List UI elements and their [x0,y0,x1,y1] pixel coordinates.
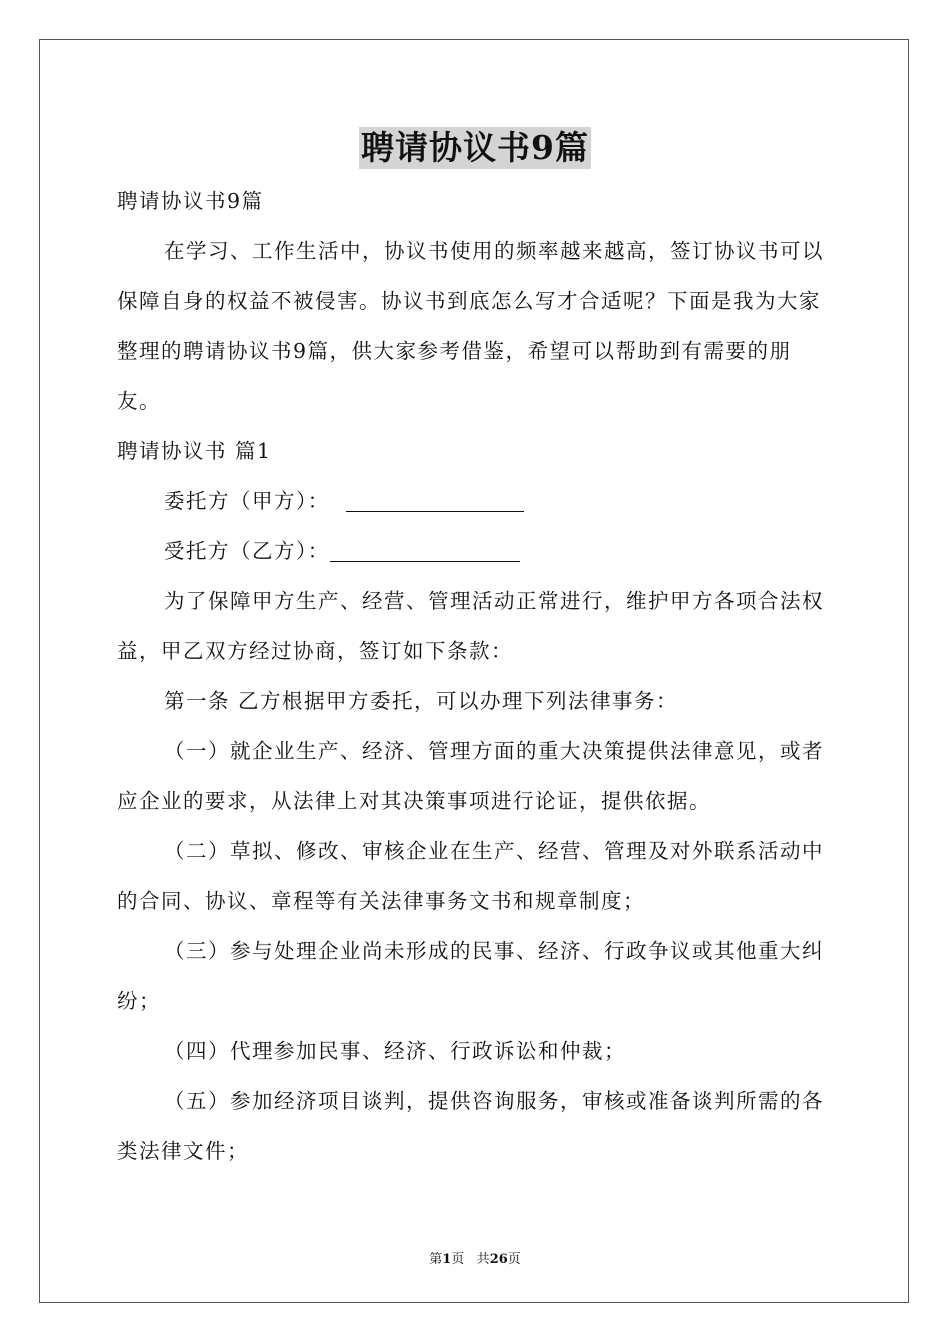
page-suffix: 页 [451,1252,465,1267]
document-title: 聘请协议书9篇 [361,128,589,167]
document-body [117,176,833,1176]
party-b-blank [330,539,520,562]
item-5: （五）参加经济项目谈判，提供咨询服务，审核或准备谈判所需的各类法律文件； [117,1089,824,1163]
title-container [0,127,950,169]
total-suffix: 页 [507,1252,521,1267]
total-prefix: 共 [476,1252,490,1267]
item-2: （二）草拟、修改、审核企业在生产、经营、管理及对外联系活动中的合同、协议、章程等有关法律事务文书和规章制度； [117,839,824,913]
item-4: （四）代理参加民事、经济、行政诉讼和仲裁； [164,1039,626,1063]
page-footer [0,1248,950,1267]
party-a-line [117,476,833,526]
paragraph-1: 为了保障甲方生产、经营、管理活动正常进行，维护甲方各项合法权益，甲乙双方经过协商，签订如下条款： [117,589,824,663]
party-a-blank [346,489,524,512]
intro-paragraph: 在学习、工作生活中，协议书使用的频率越来越高，签订协议书可以保障自身的权益不被侵害。协议书到底怎么写才合适呢？下面是我为大家整理的聘请协议书9篇，供大家参考借鉴，希望可以帮助到有需要的朋友。 [117,239,824,413]
subtitle: 聘请协议书9篇 [117,189,264,213]
party-a-label: 委托方（甲方）： [164,489,330,513]
party-b-line [117,526,833,576]
item-3: （三）参与处理企业尚未形成的民事、经济、行政争议或其他重大纠纷； [117,939,824,1013]
item-1: （一）就企业生产、经济、管理方面的重大决策提供法律意见，或者应企业的要求，从法律上对其决策事项进行论证，提供依据。 [117,739,824,813]
party-b-label: 受托方（乙方）： [164,539,330,563]
article-1: 第一条 乙方根据甲方委托，可以办理下列法律事务： [164,689,679,713]
page-number: 1 [442,1252,452,1267]
total-pages: 26 [489,1252,508,1267]
section-heading: 聘请协议书 篇1 [117,439,272,463]
page-prefix: 第 [429,1252,443,1267]
